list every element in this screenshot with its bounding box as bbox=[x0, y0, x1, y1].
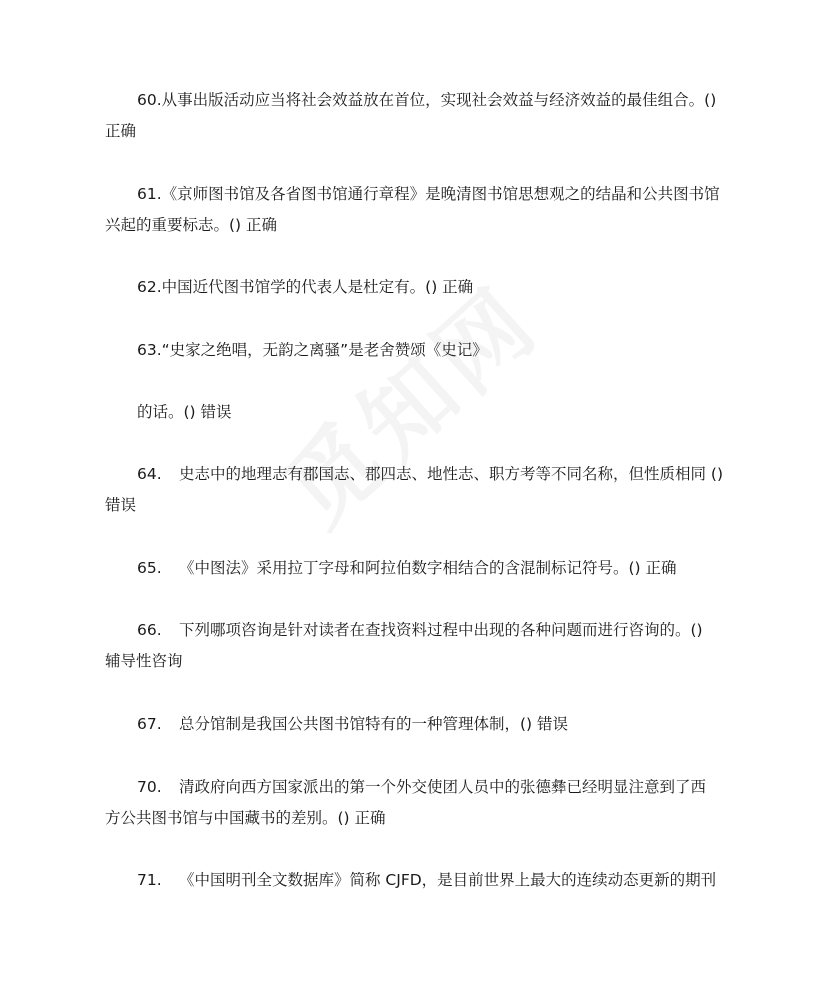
question-text: 《中图法》采用拉丁字母和阿拉伯数字相结合的含混制标记符号。() 正确 bbox=[179, 559, 677, 577]
question-67 bbox=[105, 709, 735, 740]
question-66 bbox=[105, 615, 735, 677]
question-64 bbox=[105, 459, 735, 521]
question-answer: 的话。() 错误 bbox=[137, 403, 232, 421]
question-text: 清政府向西方国家派出的第一个外交使团人员中的张德彝已经明显注意到了西 bbox=[179, 778, 707, 796]
question-text: 下列哪项咨询是针对读者在查找资料过程中出现的各种问题而进行咨询的。() bbox=[179, 621, 703, 639]
question-line bbox=[105, 553, 735, 584]
question-answer: 方公共图书馆与中国藏书的差别。() 正确 bbox=[105, 809, 386, 827]
question-62 bbox=[105, 272, 735, 303]
question-line bbox=[105, 459, 735, 490]
question-number: 65. bbox=[137, 559, 162, 577]
question-number: 70. bbox=[137, 778, 162, 796]
question-number: 67. bbox=[137, 715, 162, 733]
question-65 bbox=[105, 553, 735, 584]
question-line bbox=[105, 865, 735, 896]
question-text: 《中国明刊全文数据库》简称 CJFD，是目前世界上最大的连续动态更新的期刊 bbox=[179, 871, 717, 889]
question-line bbox=[105, 615, 735, 646]
question-71 bbox=[105, 865, 735, 896]
question-63 bbox=[105, 335, 735, 366]
question-text: 60.从事出版活动应当将社会效益放在首位，实现社会效益与经济效益的最佳组合。() bbox=[137, 91, 717, 109]
question-text: 63.“史家之绝唱，无韵之离骚”是老舍赞颂《史记》 bbox=[137, 341, 488, 359]
question-answer: 错误 bbox=[105, 496, 137, 514]
question-70 bbox=[105, 772, 735, 834]
question-answer: 正确 bbox=[105, 122, 137, 140]
question-answer: 辅导性咨询 bbox=[105, 652, 183, 670]
question-line bbox=[105, 709, 735, 740]
question-text: 总分馆制是我国公共图书馆特有的一种管理体制，() 错误 bbox=[179, 715, 569, 733]
question-63-continuation bbox=[105, 397, 735, 428]
question-answer: 兴起的重要标志。() 正确 bbox=[105, 216, 278, 234]
question-text: 史志中的地理志有郡国志、郡四志、地性志、职方考等不同名称，但性质相同 () bbox=[179, 465, 724, 483]
question-number: 66. bbox=[137, 621, 162, 639]
question-line bbox=[105, 772, 735, 803]
question-number: 64. bbox=[137, 465, 162, 483]
question-60 bbox=[105, 85, 735, 147]
question-text: 61.《京师图书馆及各省图书馆通行章程》是晚清图书馆思想观之的结晶和公共图书馆 bbox=[137, 185, 720, 203]
question-text: 62.中国近代图书馆学的代表人是杜定有。() 正确 bbox=[137, 278, 474, 296]
question-61 bbox=[105, 179, 735, 241]
question-number: 71. bbox=[137, 871, 162, 889]
